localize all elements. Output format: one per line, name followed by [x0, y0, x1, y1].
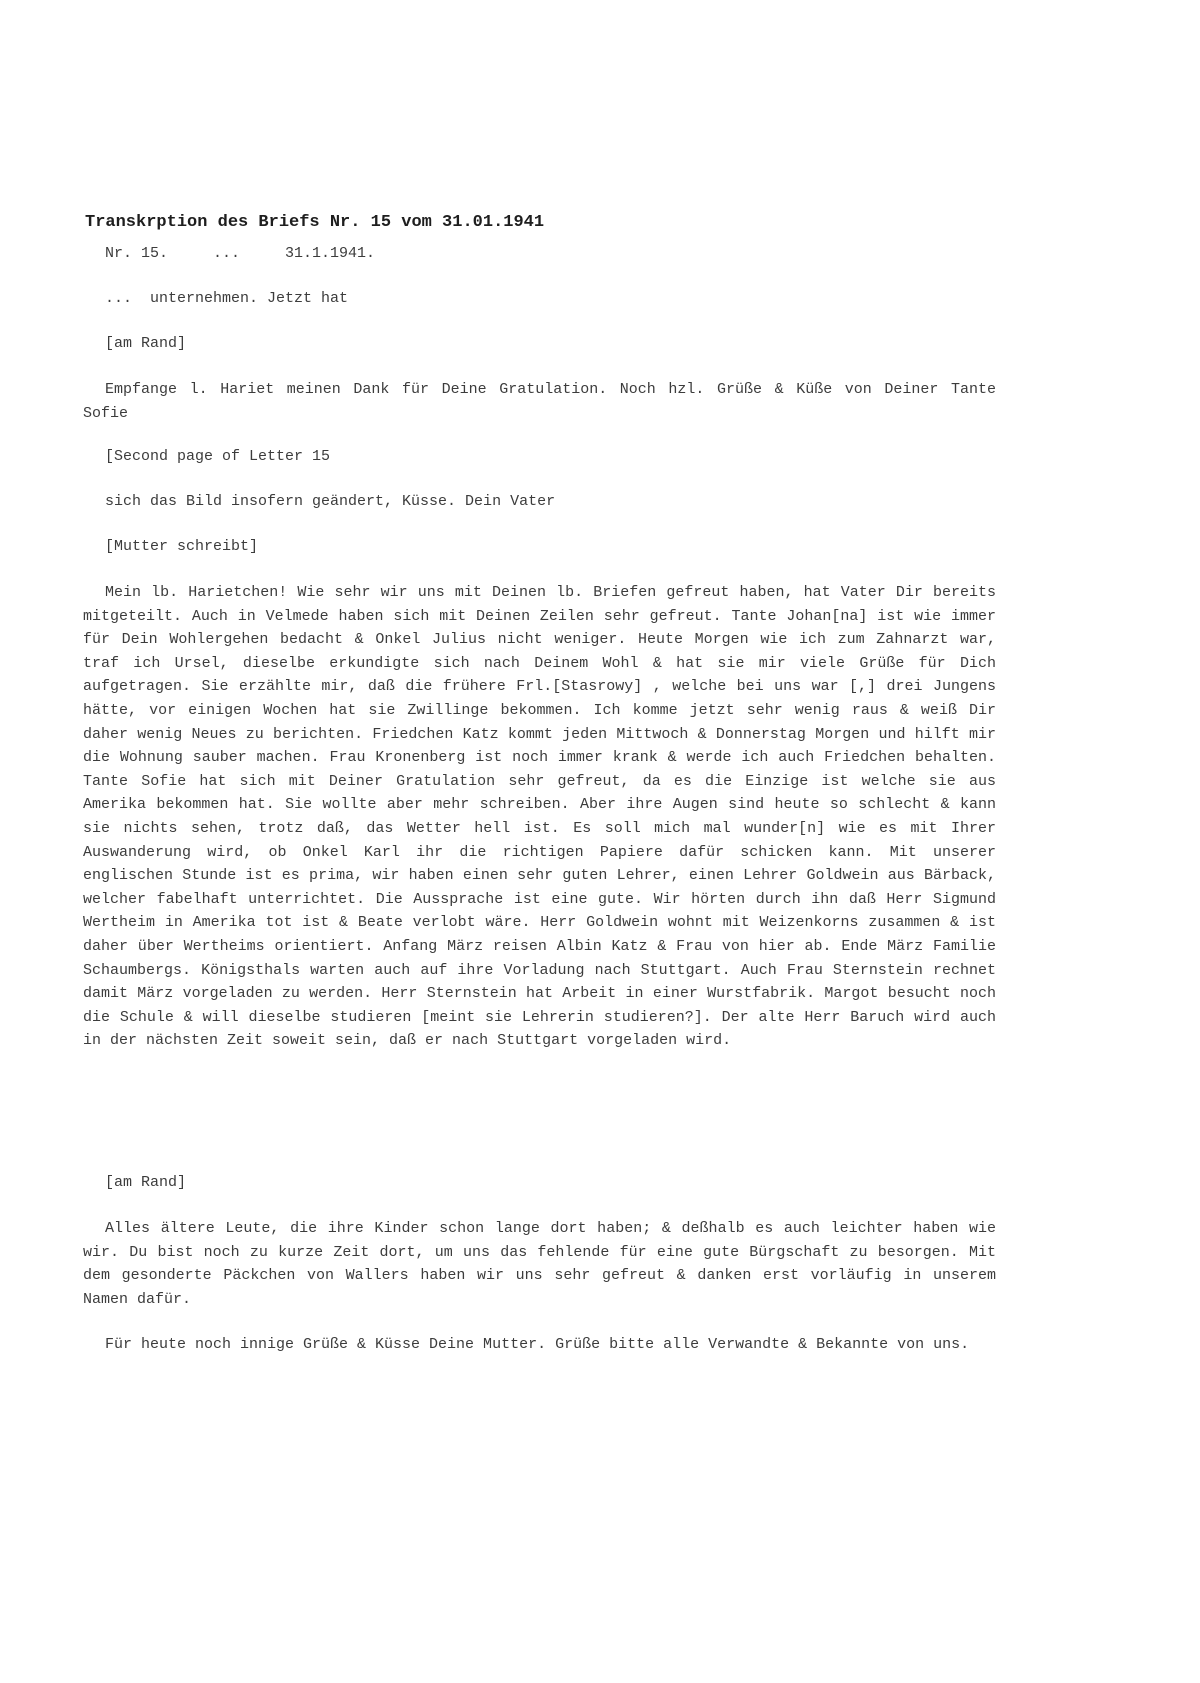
closing-paragraph: Für heute noch innige Grüße & Küsse Deine Mutter. Grüße bitte alle Verwandte & Bekannte von uns.	[105, 1336, 970, 1353]
fragment-start: ... unternehmen. Jetzt hat	[105, 290, 349, 307]
margin-note-2: [am Rand]	[105, 1174, 187, 1191]
document-title: Transkrption des Briefs Nr. 15 vom 31.01.1941	[85, 213, 545, 232]
margin-paragraph-sofie: Empfange l. Hariet meinen Dank für Deine Gratulation. Noch hzl. Grüße & Küße von Deiner Tante Sofie	[83, 381, 996, 422]
letter-header-line: Nr. 15. ... 31.1.1941.	[105, 245, 376, 262]
mother-writes-note: [Mutter schreibt]	[105, 538, 259, 555]
page-note: [Second page of Letter 15	[105, 448, 331, 465]
fragment-father: sich das Bild insofern geändert, Küsse. Dein Vater	[105, 493, 556, 510]
mother-paragraph: Mein lb. Harietchen! Wie sehr wir uns mit Deinen lb. Briefen gefreut haben, hat Vater Dir bereits mitgeteilt. Auch in Velmede haben sich mit Deinen Zeilen sehr gefreut. Tante Johan[na] ist wie immer für Dein Wohlergehen bedacht & Onkel Julius nicht weniger. Heute Morgen wie ich zum Zahnarzt war, traf ich Ursel, dieselbe erkundigte sich nach Deinem Wohl & hat sie mir viele Grüße für Dich aufgetragen. Sie erzählte mir, daß die frühere Frl.[Stasrowy] , welche bei uns war [,] drei Jungens hätte, vor einigen Wochen hat sie Zwillinge bekommen. Ich komme jetzt sehr wenig raus & weiß Dir daher wenig Neues zu berichten. Friedchen Katz kommt jeden Mittwoch & Donnerstag Morgen und hilft mir die Wohnung sauber machen. Frau Kronenberg ist noch immer krank & werde ich auch Friedchen behalten. Tante Sofie hat sich mit Deiner Gratulation sehr gefreut, da es die Einzige ist welche sie aus Amerika bekommen hat. Sie wollte aber mehr schreiben. Aber ihre Augen sind heute so schlecht & kann sie nichts sehen, trotz daß, das Wetter hell ist. Es soll mich mal wunder[n] wie es mit Ihrer Auswanderung wird, ob Onkel Karl ihr die richtigen Papiere dafür schicken kann. Mit unserer englischen Stunde ist es prima, wir haben einen sehr guten Lehrer, einen Lehrer Goldwein aus Bärback, welcher fabelhaft unterrichtet. Die Aussprache ist eine gute. Wir hörten durch ihn daß Herr Sigmund Wertheim in Amerika tot ist & Beate verlobt wäre. Herr Goldwein wohnt mit Weizenkorns zusammen & ist daher über Wertheims orientiert. Anfang März reisen Albin Katz & Frau von hier ab. Ende März Familie Schaumbergs. Königsthals warten auch auf ihre Vorladung nach Stuttgart. Auch Frau Sternstein rechnet damit März vorgeladen zu werden. Herr Sternstein hat Arbeit in einer Wurstfabrik. Margot besucht noch die Schule & will dieselbe studieren [meint sie Lehrerin studieren?]. Der alte Herr Baruch wird auch in der nächsten Zeit soweit sein, daß er nach Stuttgart vorgeladen wird.	[83, 584, 996, 1050]
margin-note: [am Rand]	[105, 335, 187, 352]
margin-paragraph-2: Alles ältere Leute, die ihre Kinder schon lange dort haben; & deßhalb es auch leichter haben wie wir. Du bist noch zu kurze Zeit dort, um uns das fehlende für eine gute Bürgschaft zu besorgen. Mit dem gesonderte Päckchen von Wallers haben wir uns sehr gefreut & danken erst vorläufig in unserem Namen dafür.	[83, 1220, 996, 1308]
